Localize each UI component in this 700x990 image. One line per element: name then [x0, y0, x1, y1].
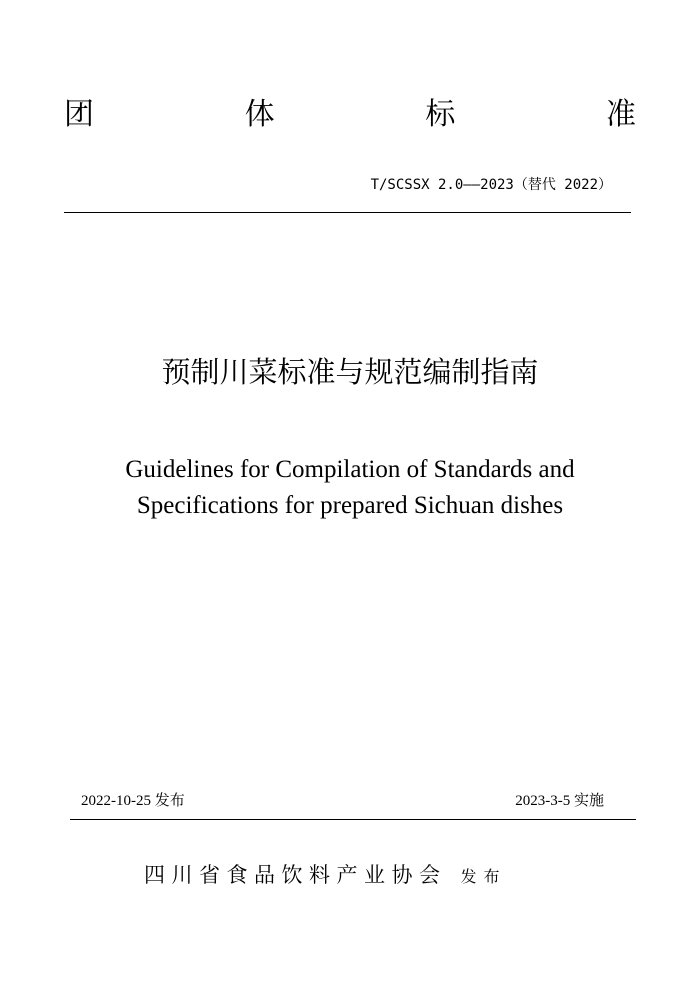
- issue-date: 2022-10-25 发布: [81, 793, 185, 809]
- publisher-name: 四川省食品饮料产业协会: [144, 863, 447, 887]
- bottom-divider: [70, 819, 636, 820]
- english-title-line-2: Specifications for prepared Sichuan dishes: [136, 492, 564, 519]
- chinese-title: 预制川菜标准与规范编制指南: [161, 355, 539, 389]
- standard-type-header: [64, 95, 636, 135]
- publisher-suffix: 发布: [460, 867, 507, 886]
- implementation-date: 2023-3-5 实施: [515, 793, 604, 809]
- top-divider: [64, 212, 631, 213]
- standard-number: T/SCSSX 2.0——2023（替代 2022）: [370, 177, 612, 193]
- english-title: [0, 452, 700, 524]
- header-char-4: 准: [605, 97, 636, 132]
- header-char-1: 团: [64, 97, 94, 132]
- publisher-line: [144, 860, 564, 892]
- header-char-3: 标: [425, 97, 456, 132]
- english-title-line-1: Guidelines for Compilation of Standards and: [125, 456, 575, 483]
- header-char-2: 体: [244, 97, 275, 132]
